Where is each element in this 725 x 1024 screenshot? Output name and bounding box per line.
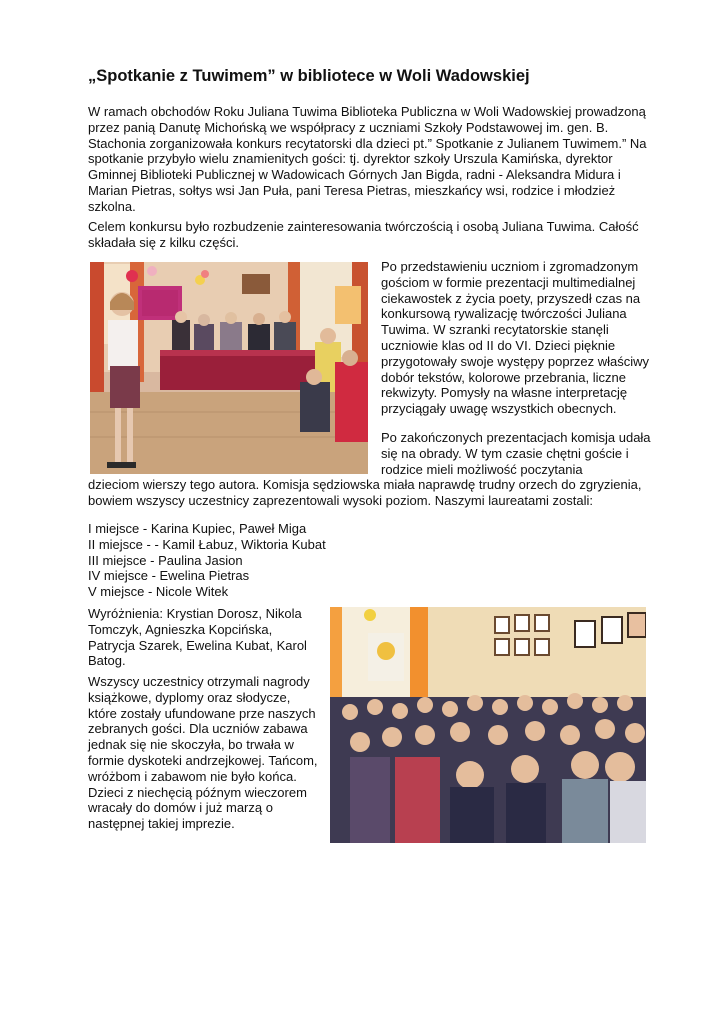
paragraph-honorable-mentions: Wyróżnienia: Krystian Dorosz, Nikola Tomczyk, Agnieszka Kopcińska, Patrycja Szarek, Ewelina Kubat, Karol Batog. xyxy=(88,606,307,669)
photo-recitation xyxy=(90,262,368,474)
paragraph-competition: Po przedstawieniu uczniom i zgromadzonym gościom w formie prezentacji multimedialnej ciekawostek z życia poety, przyszedł czas na konkursową rywalizację twórczości Juliana Tuwima. W szranki recytatorskie stanęli uczniowie klas od II do VI. Dzieci pięknie przygotowały swoje występy poprzez właściwy dobór tekstów, kolorowe przebrania, liczne rekwizyty. Pomysły na własne interpretację przyciągały uwagę wszystkich obecnych. xyxy=(381,259,650,417)
winner-item: V miejsce - Nicole Witek xyxy=(88,584,229,600)
paragraph-deliberation: Po zakończonych prezentacjach komisja udała się na obrady. W tym czasie chętni goście i rodzice mieli możliwość poczytania xyxy=(381,430,651,477)
paragraph-purpose: Celem konkursu było rozbudzenie zainteresowania twórczością i osobą Juliana Tuwima. Całość składała się z kilku części. xyxy=(88,219,639,250)
paragraph-deliberation-continued: dzieciom wierszy tego autora. Komisja sędziowska miała naprawdę trudny orzech do zgryzienia, bowiem wszyscy uczestnicy zaprezentowali wysoki poziom. Naszymi laureatami zostali: xyxy=(88,477,642,508)
winner-item: III miejsce - Paulina Jasion xyxy=(88,552,243,568)
winner-item: II miejsce - - Kamil Łabuz, Wiktoria Kubat xyxy=(88,536,326,552)
winners-list xyxy=(88,521,660,600)
winner-item: IV miejsce - Ewelina Pietras xyxy=(88,568,250,584)
photo-audience xyxy=(330,607,646,843)
winner-item: I miejsce - Karina Kupiec, Paweł Miga xyxy=(88,521,307,536)
article-title: „Spotkanie z Tuwimem” w bibliotece w Woli Wadowskiej xyxy=(88,67,530,85)
paragraph-intro: W ramach obchodów Roku Juliana Tuwima Biblioteka Publiczna w Woli Wadowskiej prowadzoną przez panią Danutę Michońską we współpracy z uczniami Szkoły Podstawowej im. gen. B. Stachonia zorganizowała konkurs recytatorski dla dzieci pt.” Spotkanie z Julianem Tuwimem.” Na spotkanie przybyło wielu znamienitych gości: tj. dyrektor szkoły Urszula Kamińska, dyrektor Gminnej Biblioteki Publicznej w Wadowicach Górnych Jan Bigda, radni - Aleksandra Midura i Marian Pietras, sołtys wsi Jan Puła, pani Teresa Pietras, mieszkańcy wsi, rodzice i młodzież szkolna. xyxy=(88,104,647,214)
paragraph-awards: Wszyscy uczestnicy otrzymali nagrody książkowe, dyplomy oraz słodycze, które zostały ufundowane prze naszych zebranych gości. Dla uczniów zabawa jednak się nie skoczyła, bo trwała w formie dyskoteki andrzejkowej. Tańcom, wróżbom i zabawom nie było końca. Dzieci z niechęcią późnym wieczorem wracały do domów i już marzą o następnej takiej imprezie. xyxy=(88,674,318,832)
